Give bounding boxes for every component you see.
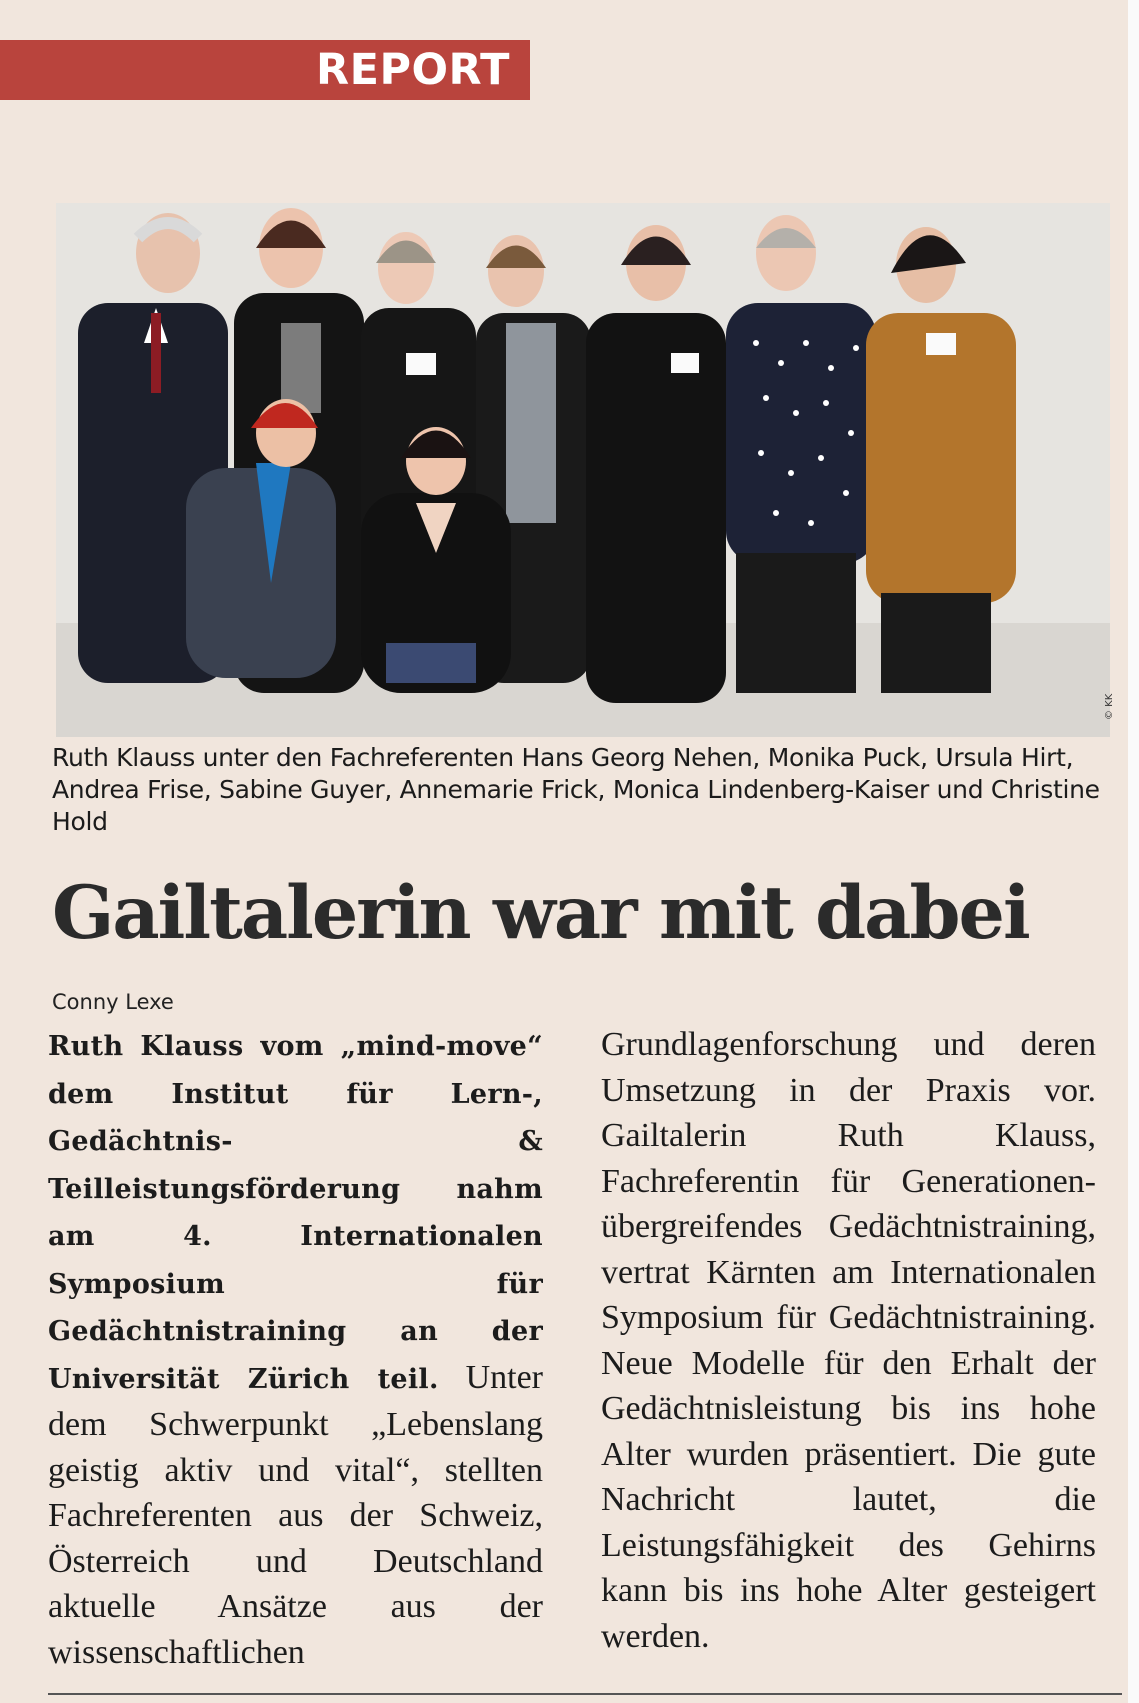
photo-credit: © KK (1104, 693, 1115, 720)
page-edge (1128, 0, 1139, 1703)
group-photo (56, 203, 1110, 737)
photo-caption: Ruth Klauss unter den Fachreferenten Hans Georg Nehen, Monika Puck, Ursula Hirt, Andrea Frise, Sabine Guyer, Annemarie Frick, Monica Lindenberg-Kaiser und Christine Hold (52, 743, 1100, 836)
section-label: REPORT (315, 45, 511, 95)
article-author: Conny Lexe (52, 990, 174, 1014)
article-lead: Ruth Klauss vom „mind-move“ dem Institut für Lern-, Gedächtnis- & Teilleistungsförderung nahm am 4. Internationalen Symposium für Gedächtnistraining an der Universität Zürich teil. (48, 1031, 543, 1395)
article-column-right (601, 1022, 1096, 1659)
article-body-right: Grundlagenforschung und deren Umsetzung in der Praxis vor. Gailtalerin Ruth Klauss, Fachreferentin für Generationen-übergreifendes Gedächtnistraining, vertrat Kärnten am Internationalen Symposium für Gedächtnistraining. Neue Modelle für den Erhalt der Gedächtnisleistung bis ins hohe Alter wurden präsentiert. Die gute Nachricht lautet, die Leistungsfähigkeit des Gehirns kann bis ins hohe Alter gesteigert werden. (601, 1026, 1096, 1655)
article-body-left: Unter dem Schwerpunkt „Lebenslang geistig aktiv und vital“, stellten Fachreferenten aus der Schweiz, Österreich und Deutschland aktuelle Ansätze aus der wissenschaftlichen (48, 1358, 543, 1671)
group-photo-illustration (56, 203, 1110, 737)
bottom-divider (48, 1693, 1122, 1695)
article-column-left (48, 1022, 543, 1675)
article-headline: Gailtalerin war mit dabei (52, 870, 1029, 956)
